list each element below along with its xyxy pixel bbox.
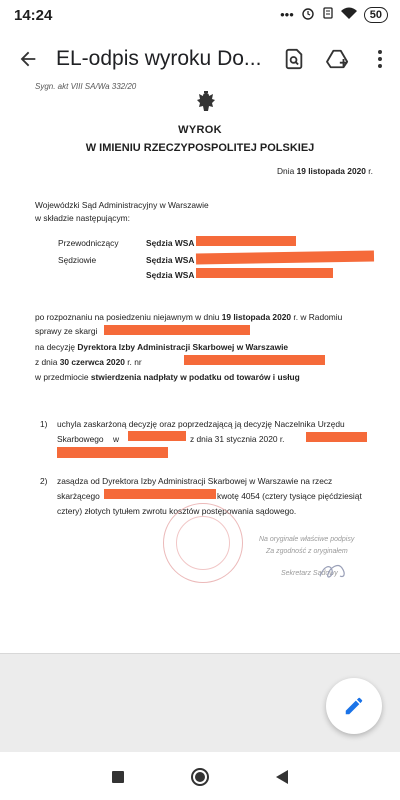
certification-text: Sekretarz Sądowy (281, 570, 338, 577)
system-back-button[interactable] (267, 762, 297, 792)
redaction (196, 268, 333, 278)
more-vert-icon (377, 49, 383, 69)
status-icons (280, 6, 388, 23)
redaction (306, 432, 367, 442)
verdict-date: Dnia 19 listopada 2020 r. (277, 166, 373, 176)
navigation-bar (0, 752, 400, 800)
certification-text: Za zgodność z oryginałem (266, 548, 348, 555)
search-document-icon (283, 48, 305, 70)
document-title: EL-odpis wyroku Do... (56, 47, 262, 70)
redaction (128, 431, 186, 441)
wifi-icon (341, 7, 357, 23)
item1-in: w (113, 434, 120, 444)
redaction (196, 236, 296, 246)
document-page (0, 82, 400, 654)
arrow-back-icon (17, 48, 39, 70)
verdict-heading: WYROK (178, 124, 222, 136)
battery-icon: 50 (364, 7, 388, 23)
certification-text: Na oryginale właściwe podpisy (259, 536, 355, 543)
find-in-document-button[interactable] (272, 30, 316, 88)
item2-text: zasądza od Dyrektora Izby Administracji Skarbowej w Warszawie na rzecz (57, 476, 333, 486)
handwritten-signature (316, 558, 352, 586)
redaction (196, 250, 374, 264)
redaction (57, 447, 168, 458)
proceedings-line: po rozpoznaniu na posiedzeniu niejawnym w dniu 19 listopada 2020 r. w Radomiu (35, 312, 343, 322)
judge-title: Sędzia WSA (146, 255, 195, 265)
redaction (104, 325, 250, 335)
status-bar (0, 0, 400, 30)
court-seal-stamp (163, 503, 243, 583)
subject-line: w przedmiocie stwierdzenia nadpłaty w podatku od towarów i usług (35, 372, 300, 382)
item2-amount: kwotę 4054 (cztery tysiące pięćdziesiąt (217, 491, 362, 501)
decision-line: na decyzję Dyrektora Izby Administracji Skarbowej w Warszawie (35, 342, 289, 352)
item2-plaintiff: skarżącego (57, 491, 100, 501)
judge-title: Sędzia WSA (146, 270, 195, 280)
notification-dots: ••• (280, 7, 294, 22)
drive-add-icon (326, 48, 350, 70)
verdict-subheading: W IMIENIU RZECZYPOSPOLITEJ POLSKIEJ (85, 142, 315, 154)
more-options-button[interactable] (360, 30, 400, 88)
app-bar (0, 30, 400, 88)
judge-title: Sędzia WSA (146, 238, 195, 248)
item2-costs: cztery) złotych tytułem zwrotu kosztów postępowania sądowego. (57, 506, 297, 516)
decision-date-line: z dnia 30 czerwca 2020 r. nr (35, 357, 142, 367)
sim-icon (322, 7, 334, 22)
home-button[interactable] (185, 762, 215, 792)
redaction (104, 489, 216, 499)
eagle-emblem-icon (195, 90, 217, 116)
square-icon (112, 771, 124, 783)
pencil-icon (343, 695, 365, 717)
judges-label: Sędziowie (58, 255, 97, 265)
case-signature: Sygn. akt VIII SA/Wa 332/20 (35, 82, 137, 91)
redaction (184, 355, 325, 365)
back-button[interactable] (0, 30, 56, 88)
status-time: 14:24 (14, 7, 53, 24)
item-number: 1) (40, 419, 48, 429)
item1-text: uchyla zaskarżoną decyzję oraz poprzedzającą ją decyzję Naczelnika Urzędu (57, 419, 345, 429)
complaint-line: sprawy ze skargi (35, 326, 98, 336)
composition-line: w składzie następującym: (35, 213, 130, 223)
recent-apps-button[interactable] (103, 762, 133, 792)
add-to-drive-button[interactable] (316, 30, 360, 88)
court-line: Wojewódzki Sąd Administracyjny w Warszawie (35, 200, 209, 210)
item1-date: z dnia 31 stycznia 2020 r. (190, 434, 285, 444)
presiding-label: Przewodniczący (58, 238, 119, 248)
edit-button[interactable] (326, 678, 382, 734)
alarm-icon (301, 6, 315, 23)
triangle-back-icon (275, 769, 289, 785)
item1-office: Skarbowego (57, 434, 104, 444)
item-number: 2) (40, 476, 48, 486)
circle-icon (190, 767, 210, 787)
